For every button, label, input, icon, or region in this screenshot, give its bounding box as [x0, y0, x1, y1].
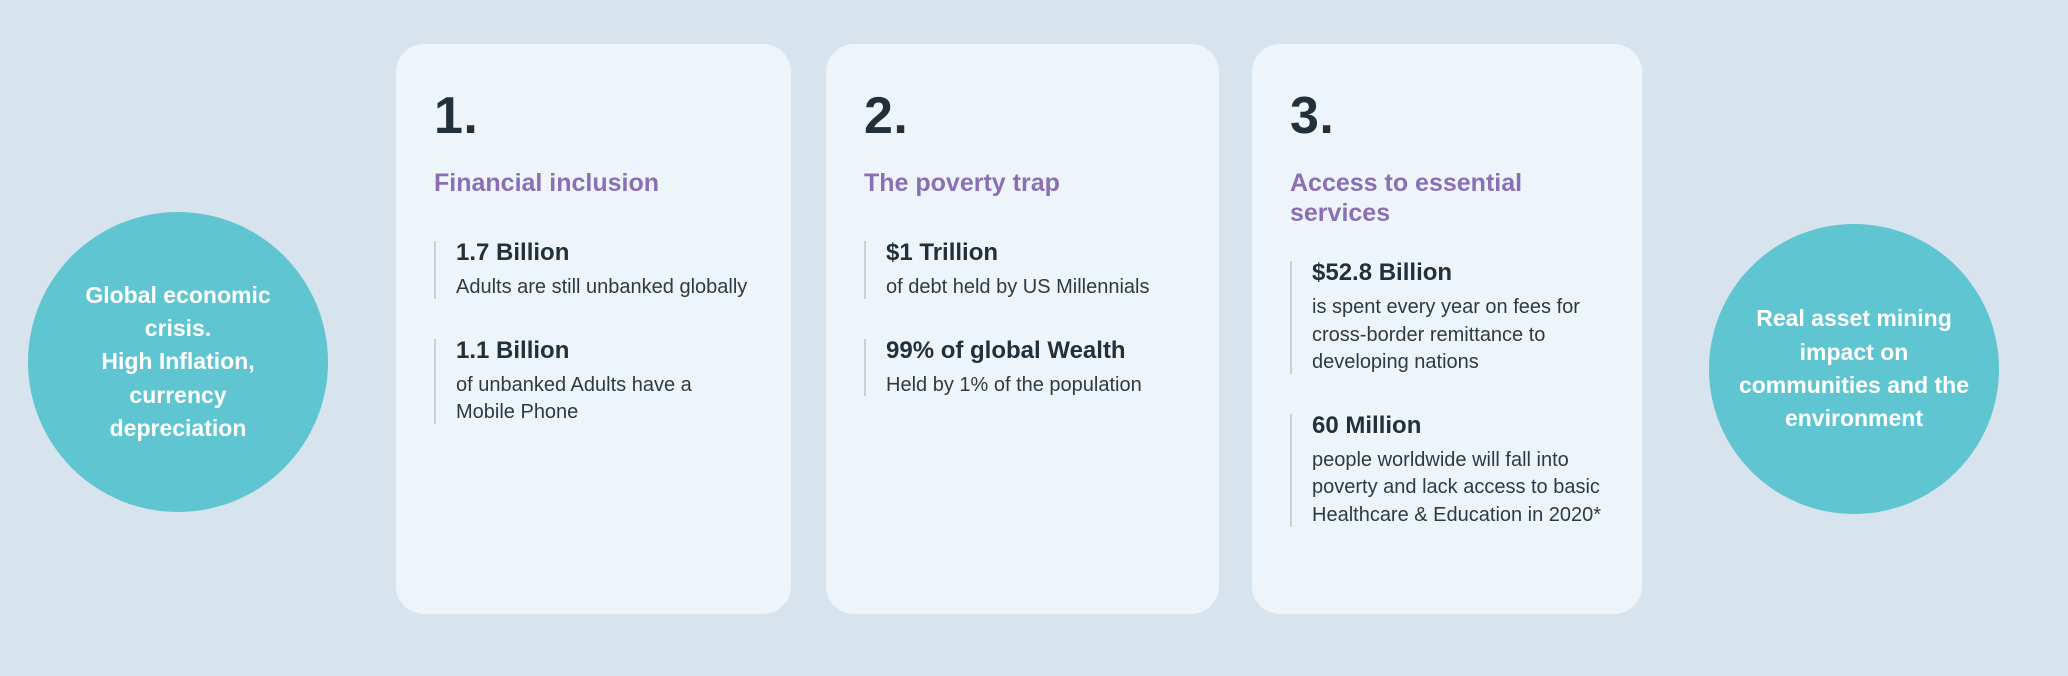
stat-description: Held by 1% of the population [886, 373, 1142, 396]
stat-value: $52.8 Billion [1312, 259, 1453, 286]
left-circle-text [85, 279, 270, 446]
stat-item [434, 336, 753, 427]
stat-description: of unbanked Adults have a Mobile Phone [456, 373, 692, 424]
stat-item [864, 336, 1181, 400]
stat-value: 60 Million [1312, 411, 1422, 439]
stat-value: 1.1 Billion [456, 336, 570, 364]
stat-value: 99% of global Wealth [886, 336, 1126, 364]
right-circle-line: environment [1784, 405, 1923, 432]
card-title: The poverty trap [864, 169, 1060, 197]
stat-description: of debt held by US Millennials [886, 276, 1150, 298]
stat-item [1290, 258, 1604, 377]
right-circle-line: communities and the [1738, 372, 1970, 398]
card-financial-inclusion [396, 44, 791, 614]
card-title: Access to essential services [1290, 169, 1523, 227]
right-circle-text [1739, 302, 1969, 435]
stat-value: $1 Trillion [886, 239, 999, 266]
left-circle-line: depreciation [109, 415, 247, 442]
stat-value: 1.7 Billion [456, 239, 570, 266]
card-poverty-trap [826, 44, 1219, 614]
card-number: 3. [1290, 87, 1335, 145]
right-circle-line: Real asset mining [1756, 305, 1952, 332]
left-circle-line: High Inflation, [101, 348, 255, 375]
left-circle-line: crisis. [144, 314, 212, 341]
stat-item [864, 238, 1181, 302]
left-circle-line: currency [129, 381, 227, 408]
right-circle-line: impact on [1799, 338, 1909, 365]
stat-item [434, 238, 753, 302]
right-circle-callout [1709, 224, 1999, 514]
stat-description: is spent every year on fees for cross-border remittance to developing nations [1312, 296, 1580, 374]
left-circle-callout [28, 212, 328, 512]
card-number: 2. [864, 87, 909, 145]
card-access-essential-services [1252, 44, 1642, 614]
card-number: 1. [434, 87, 479, 145]
left-circle-line: Global economic [85, 281, 271, 308]
stat-description: Adults are still unbanked globally [456, 276, 748, 298]
stat-item [1290, 411, 1604, 530]
card-title: Financial inclusion [434, 169, 660, 197]
stat-description: people worldwide will fall into poverty and lack access to basic Healthcare & Education in 2020* [1312, 448, 1602, 526]
